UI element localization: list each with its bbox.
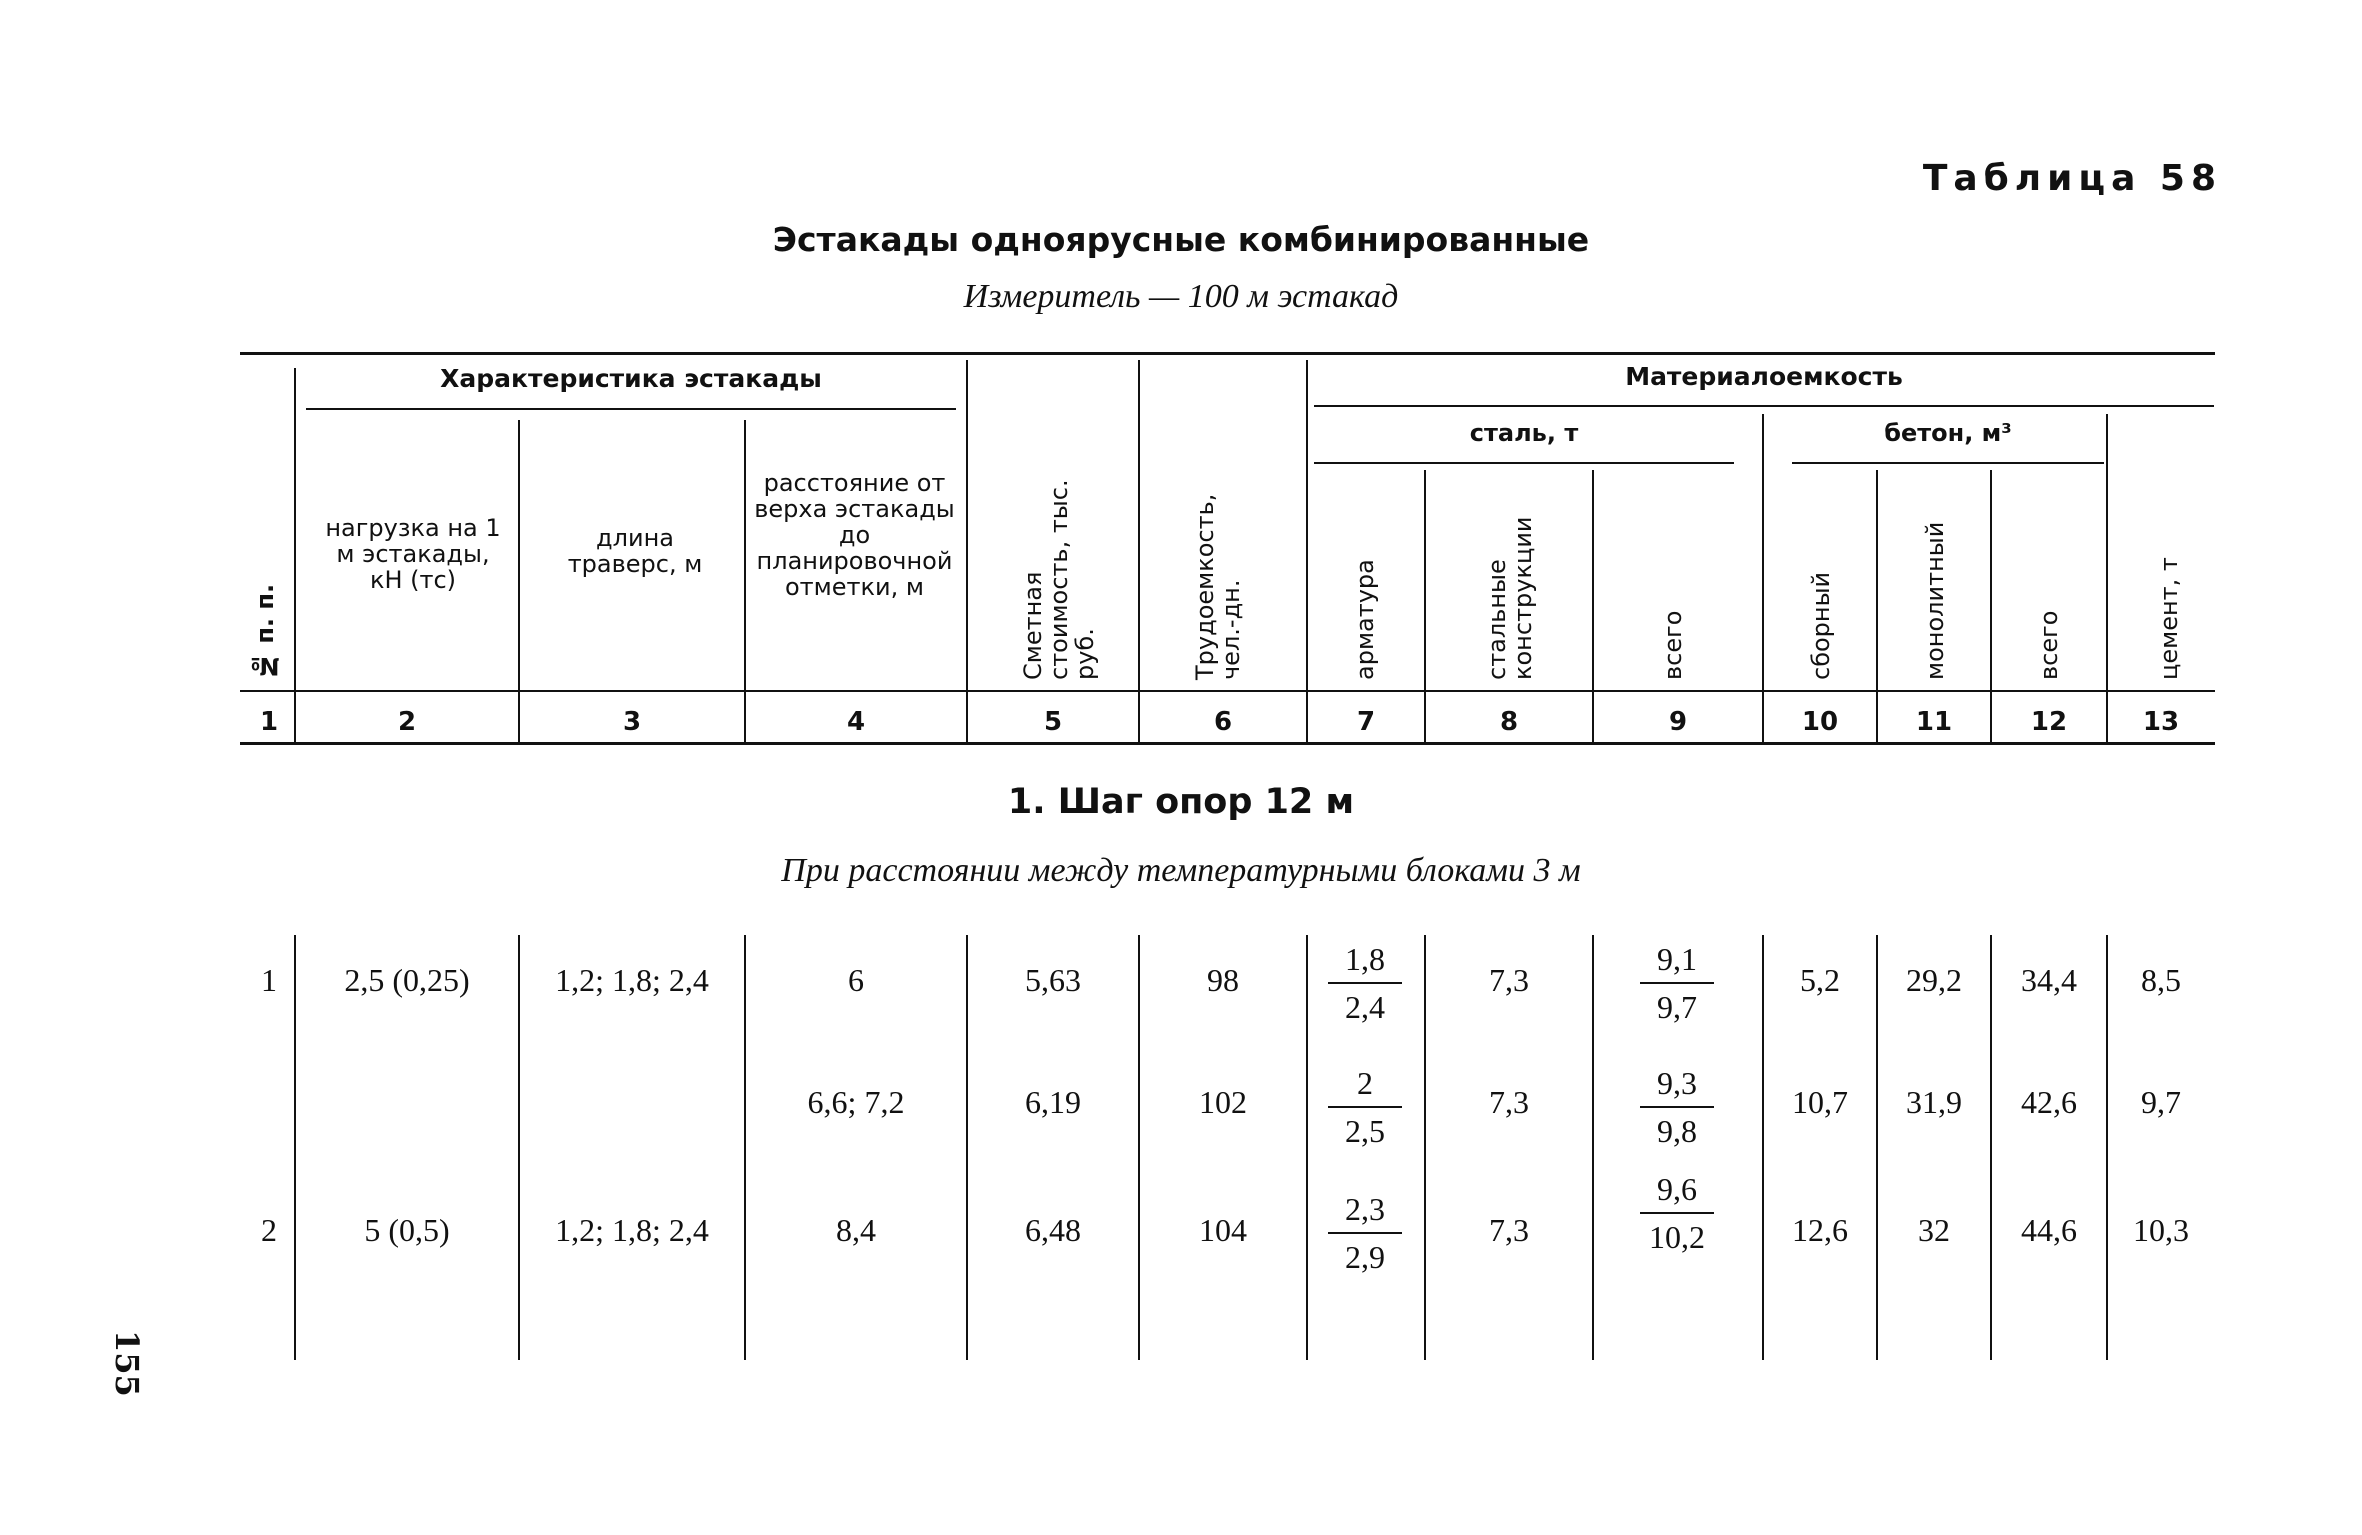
col-header-cost: Сметная стоимость, тыс. руб. [1019,479,1099,680]
cell-cost: 5,63 [1025,962,1081,998]
cell-steel-structures: 7,3 [1489,1084,1529,1120]
cell-num: 2 [261,1212,277,1248]
col-divider [966,360,968,743]
colnum-bottom-rule [240,742,2215,745]
col-header-precast: сборный [1807,571,1835,680]
cell-concrete-total: 44,6 [2021,1212,2077,1248]
cell-num: 1 [261,962,277,998]
table-label: Таблица 58 [1922,158,2222,199]
cell-labor: 102 [1199,1084,1247,1120]
cell-steel-total [1622,1064,1732,1150]
cell-precast: 10,7 [1792,1084,1848,1120]
col-number: 10 [1801,707,1839,737]
cell-distance: 6,6; 7,2 [807,1084,905,1120]
col-header-concrete-total: всего [2035,610,2063,680]
fraction-denominator: 2,9 [1345,1239,1385,1275]
cell-distance: 6 [848,962,864,998]
fraction-numerator: 9,3 [1657,1065,1697,1101]
col-number: 9 [1668,707,1688,737]
col-header-steel-total: всего [1659,610,1687,680]
col-header-num: № п. п. [251,583,279,680]
cell-steel-structures: 7,3 [1489,1212,1529,1248]
col-divider [294,368,296,743]
fraction-denominator: 10,2 [1649,1219,1705,1255]
cell-precast: 12,6 [1792,1212,1848,1248]
cell-rebar [1310,940,1420,1026]
col-header-material: Материалоемкость [1625,362,1903,391]
cell-cement: 8,5 [2141,962,2181,998]
col-divider [1306,360,1308,743]
col-number: 7 [1356,707,1376,737]
cell-labor: 98 [1207,962,1239,998]
fraction-denominator: 9,7 [1657,989,1697,1025]
page-number: 155 [108,1330,146,1397]
body-col-divider [1306,935,1308,1360]
col-number: 11 [1915,707,1953,737]
col-number: 6 [1213,707,1233,737]
col-header-rebar: арматура [1351,559,1379,680]
col-number: 5 [1043,707,1063,737]
col-header-cement: цемент, т [2155,557,2183,680]
cell-cement: 10,3 [2133,1212,2189,1248]
page-title: Эстакады одноярусные комбинированные [772,220,1590,259]
fraction-denominator: 2,4 [1345,989,1385,1025]
measurement-unit: Измеритель — 100 м эстакад [963,278,1399,315]
cell-concrete-total: 42,6 [2021,1084,2077,1120]
col-divider [1138,360,1140,743]
col-header-monolithic: монолитный [1921,521,1949,680]
col-number: 2 [397,707,417,737]
cell-rebar [1310,1190,1420,1276]
col-number: 8 [1499,707,1519,737]
col-divider [1424,470,1426,743]
cell-distance: 8,4 [836,1212,876,1248]
cell-cost: 6,48 [1025,1212,1081,1248]
cell-load: 5 (0,5) [364,1212,450,1248]
fraction-numerator: 9,1 [1657,941,1697,977]
header-bottom-rule [240,690,2215,692]
col-header-steel-structures: стальные конструкции [1483,516,1537,680]
fraction-denominator: 2,5 [1345,1113,1385,1149]
cell-steel-total [1622,1170,1732,1256]
col-header-distance: расстояние от верха эстакады до планировочной отметки, м [754,469,955,601]
col-number: 13 [2142,707,2180,737]
material-group-rule [1314,405,2214,407]
cell-monolithic: 31,9 [1906,1084,1962,1120]
fraction-numerator: 2,3 [1345,1191,1385,1227]
col-divider [518,420,520,743]
col-number: 12 [2030,707,2068,737]
cell-cost: 6,19 [1025,1084,1081,1120]
col-number: 4 [846,707,866,737]
cell-monolithic: 29,2 [1906,962,1962,998]
body-col-divider [1592,935,1594,1360]
fraction-numerator: 9,6 [1657,1171,1697,1207]
cell-monolithic: 32 [1918,1212,1950,1248]
cell-traverse: 1,2; 1,8; 2,4 [555,1212,709,1248]
col-divider [1876,470,1878,743]
table-top-rule [240,352,2215,355]
col-header-labor: Трудоемкость, чел.-дн. [1191,493,1245,680]
col-divider [744,420,746,743]
cell-steel-structures: 7,3 [1489,962,1529,998]
cell-traverse: 1,2; 1,8; 2,4 [555,962,709,998]
col-header-load: нагрузка на 1 м эстакады, кН (тс) [325,514,501,594]
col-header-traverse: длина траверс, м [567,524,703,578]
col-divider [1762,414,1764,743]
cell-concrete-total: 34,4 [2021,962,2077,998]
fraction-numerator: 1,8 [1345,941,1385,977]
col-divider [1990,470,1992,743]
cell-steel-total [1622,940,1732,1026]
col-number: 3 [622,707,642,737]
cell-cement: 9,7 [2141,1084,2181,1120]
cell-rebar [1310,1064,1420,1150]
col-header-concrete: бетон, м³ [1884,419,2012,447]
section-subtitle: При расстоянии между температурными блоками 3 м [781,852,1581,889]
concrete-group-rule [1792,462,2104,464]
col-number: 1 [259,707,279,737]
section-title: 1. Шаг опор 12 м [1007,782,1355,822]
characteristic-group-rule [306,408,956,410]
cell-labor: 104 [1199,1212,1247,1248]
cell-precast: 5,2 [1800,962,1840,998]
fraction-numerator: 2 [1357,1065,1373,1101]
steel-group-rule [1314,462,1734,464]
col-divider [2106,414,2108,743]
col-header-characteristic: Характеристика эстакады [440,364,822,393]
cell-load: 2,5 (0,25) [344,962,470,998]
fraction-denominator: 9,8 [1657,1113,1697,1149]
col-divider [1592,470,1594,743]
col-header-steel: сталь, т [1469,419,1579,447]
